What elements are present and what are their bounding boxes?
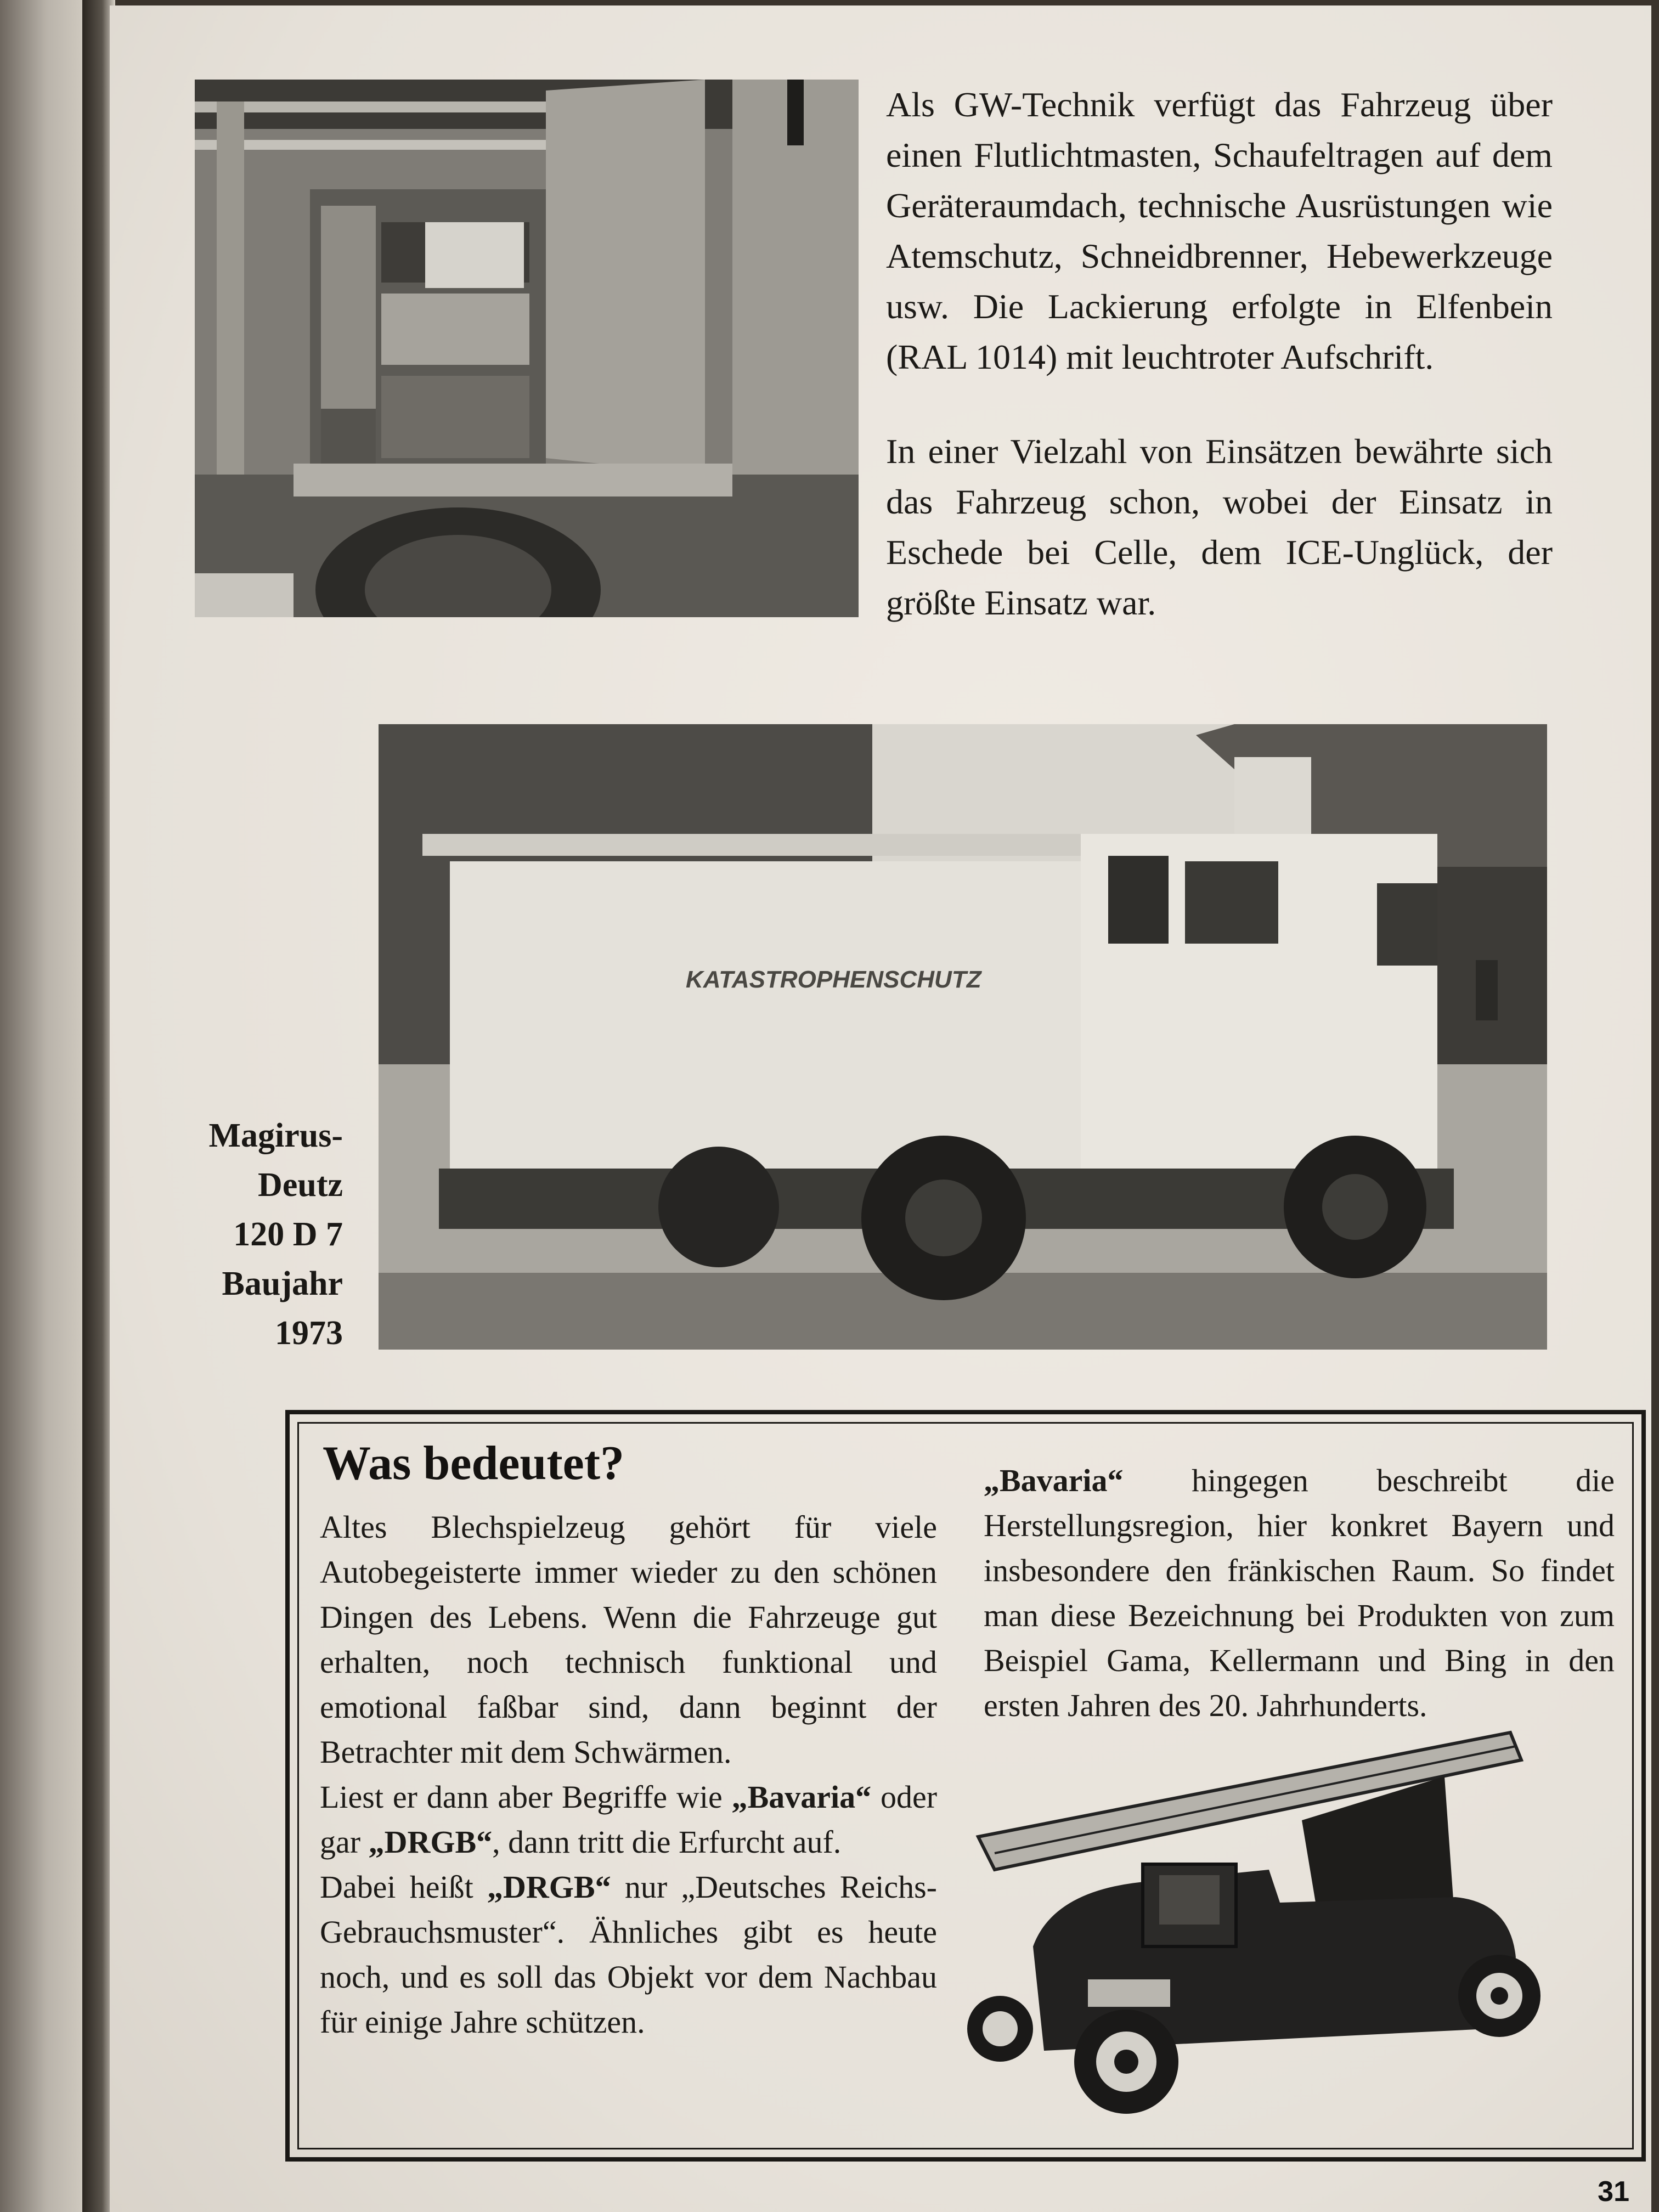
right-paragraph-1 (984, 1458, 1615, 1728)
equipment-compartment-photo (195, 80, 859, 617)
toy-ladder-truck-illustration (962, 1722, 1565, 2133)
bavaria-term-2: „Bavaria“ (984, 1463, 1124, 1498)
drgb-term-2: „DRGB“ (487, 1869, 611, 1905)
left-p2-text-c: oder gar (320, 1779, 938, 1860)
info-box (285, 1410, 1646, 2162)
caption-line-4: Baujahr (222, 1265, 343, 1302)
book-page (110, 5, 1651, 2212)
paragraph-gw-technik: Als GW-Technik verfügt das Fahrzeug über einen Flutlichtmasten, Schaufeltragen auf dem Geräteraumdach, technische Ausrüstungen wie Atemschutz, Schneidbrenner, Hebewerkzeuge usw. Die Lackierung erfolgte in Elfenbein (RAL 1014) mit leuchtroter Aufschrift. (886, 85, 1553, 376)
left-p2-text-a: Liest er dann aber Begriffe wie (320, 1779, 732, 1815)
caption-line-1: Magirus- (208, 1117, 343, 1154)
magirus-deutz-truck-photo (379, 724, 1547, 1350)
paragraph-einsaetze: In einer Vielzahl von Einsätzen bewährte sich das Fahrzeug schon, wobei der Einsatz in Eschede bei Celle, dem ICE-Unglück, der größte Einsatz war. (886, 432, 1553, 622)
truck-side-lettering: KATASTROPHENSCHUTZ (686, 966, 981, 993)
info-box-left-column (320, 1505, 937, 2045)
right-p1-text: hingegen beschreibt die Herstellungsregion, hier konkret Bayern und insbesondere den fränkischen Raum. So findet man diese Bezeichnung bei Produkten von zum Beispiel Gama, Kellermann und Bing in den ersten Jahren des 20. Jahrhunderts. (984, 1463, 1615, 1723)
page-number: 31 (1598, 2176, 1629, 2208)
caption-line-3: 120 D 7 (233, 1216, 343, 1253)
left-p3-text-a: Dabei heißt (320, 1869, 487, 1905)
caption-line-2: Deutz (258, 1166, 343, 1204)
left-paragraph-1: Altes Blechspielzeug gehört für viele Autobegeisterte immer wieder zu den schönen Dingen des Lebens. Wenn die Fahrzeuge gut erhalten, noch technisch funktional und emotional faßbar sind, dann beginnt der Betrachter mit dem Schwärmen. (320, 1509, 937, 1770)
toy-truck-image (962, 1722, 1565, 2133)
equipment-compartment-image (195, 80, 859, 617)
left-paragraph-3 (320, 1865, 937, 2045)
body-text-top (886, 80, 1553, 628)
caption-line-5: 1973 (275, 1314, 343, 1352)
truck-caption (187, 1111, 343, 1358)
info-box-right-column (984, 1458, 1615, 1728)
left-paragraph-2 (320, 1775, 937, 1865)
drgb-term: „DRGB“ (368, 1824, 493, 1860)
left-p2-text-d: , dann tritt die Erfurcht auf. (492, 1824, 842, 1860)
left-p3-text-c: nur „Deutsches Reichs-Gebrauchsmuster“. Ähnliches gibt es heute noch, und es soll das Objekt vor dem Nachbau für einige Jahre schützen. (320, 1869, 937, 2040)
info-box-title: Was bedeutet? (323, 1437, 624, 1490)
bavaria-term: „Bavaria“ (731, 1779, 872, 1815)
truck-image (379, 724, 1547, 1350)
